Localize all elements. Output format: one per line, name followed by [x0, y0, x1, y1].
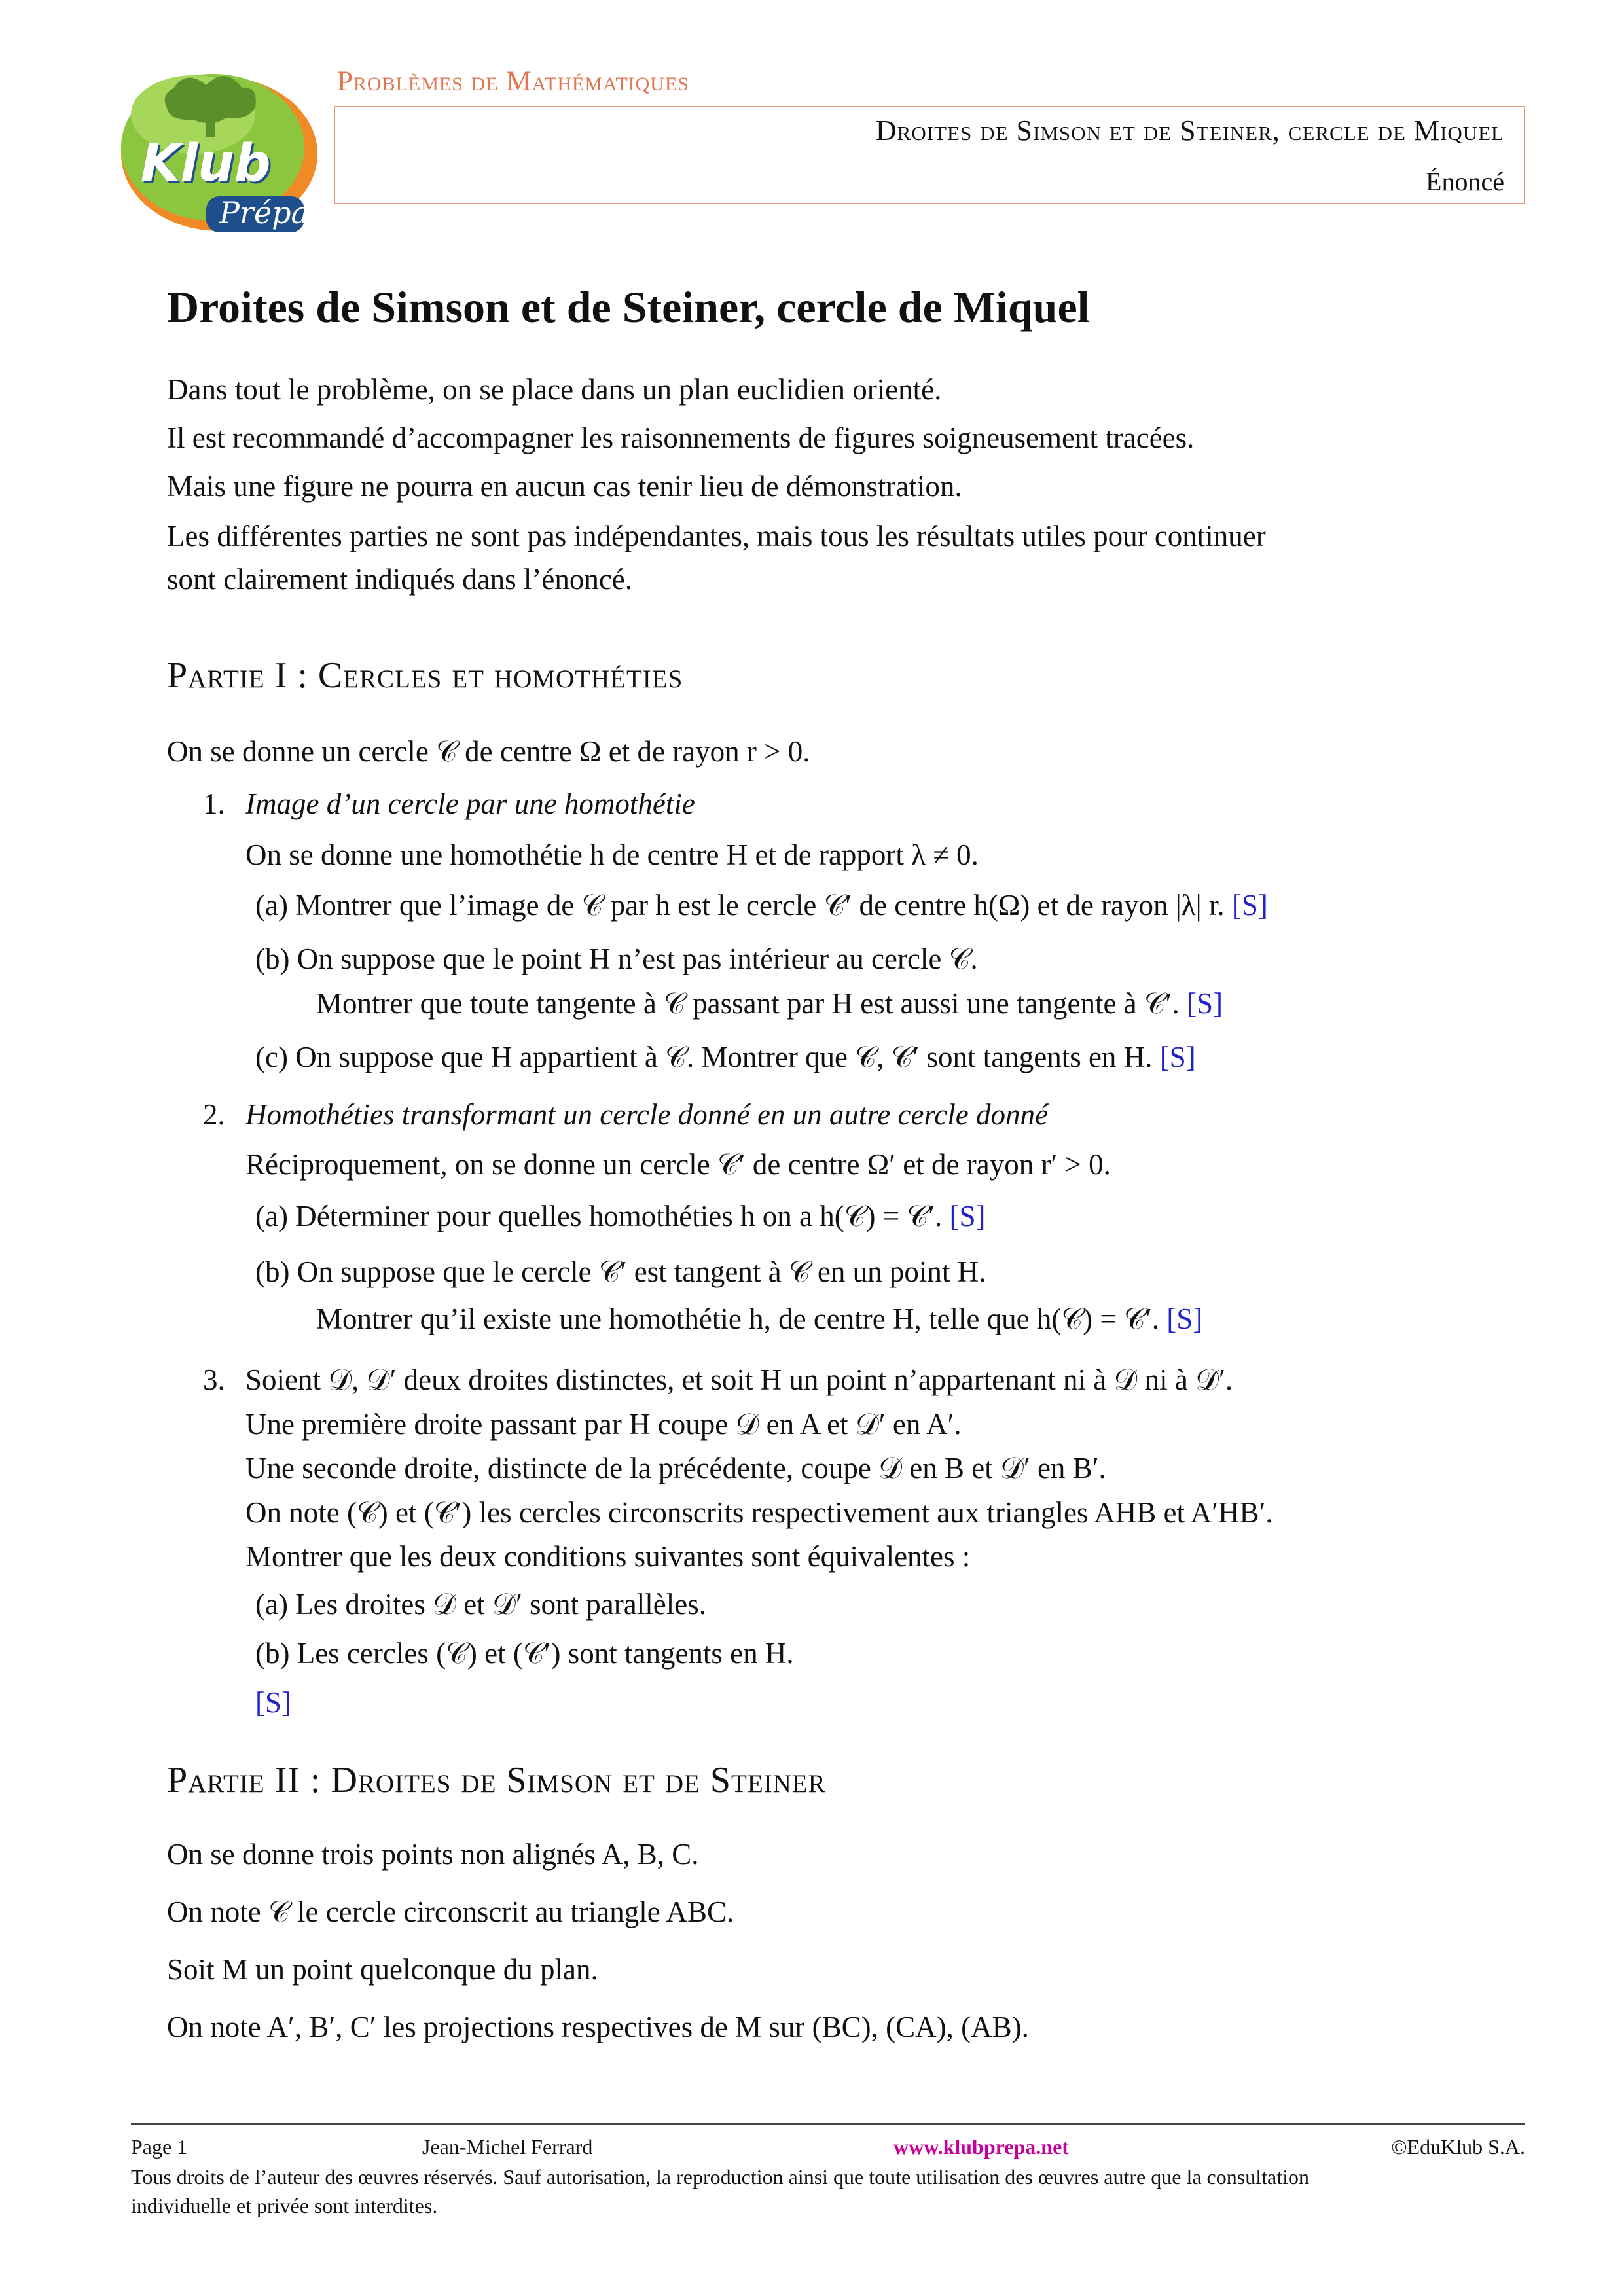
header-doc-type: Énoncé [1426, 167, 1504, 196]
page-title: Droites de Simson et de Steiner, cercle de Miquel [167, 282, 1090, 332]
part2-line-3: Soit M un point quelconque du plan. [167, 1953, 598, 1986]
q1-number: 1. [203, 787, 225, 820]
footer-author: Jean-Michel Ferrard [422, 2135, 593, 2159]
q2b-line-1: (b) On suppose que le cercle 𝒞′ est tangent à 𝒞 en un point H. [255, 1255, 986, 1288]
q1b-line-2: Montrer que toute tangente à 𝒞 passant par H est aussi une tangente à 𝒞′. [S] [316, 987, 1223, 1020]
intro-line-5: sont clairement indiqués dans l’énoncé. [167, 563, 633, 596]
footer-copyright: ©EduKlub S.A. [1391, 2135, 1525, 2159]
q1c-text: (c) On suppose que H appartient à 𝒞. Montrer que 𝒞, 𝒞′ sont tangents en H. [S] [255, 1041, 1196, 1073]
header-doc-title: Droites de Simson et de Steiner, cercle de Miquel [875, 115, 1504, 147]
q1b-solution-link[interactable]: [S] [1187, 987, 1223, 1020]
footer-rule [131, 2123, 1525, 2125]
footer-notice-1: Tous droits de l’auteur des œuvres réservés. Sauf autorisation, la reproduction ainsi que toute utilisation des œuvres autre que la consultation [131, 2165, 1309, 2189]
part2-line-1: On se donne trois points non alignés A, B, C. [167, 1838, 699, 1871]
part2-heading: Partie II : Droites de Simson et de Steiner [167, 1760, 826, 1801]
q1a-text: (a) Montrer que l’image de 𝒞 par h est le cercle 𝒞′ de centre h(Ω) et de rayon |λ| r. [S] [255, 889, 1268, 922]
q2-lead: Réciproquement, on se donne un cercle 𝒞′ de centre Ω′ et de rayon r′ > 0. [245, 1148, 1111, 1181]
q2b-solution-link[interactable]: [S] [1166, 1302, 1203, 1335]
q1b-line-1: (b) On suppose que le point H n’est pas intérieur au cercle 𝒞. [255, 942, 978, 975]
footer-notice-2: individuelle et privée sont interdites. [131, 2194, 438, 2217]
q2-number: 2. [203, 1098, 225, 1131]
q1-lead: On se donne une homothétie h de centre H et de rapport λ ≠ 0. [245, 838, 979, 871]
footer-site-link[interactable]: www.klubprepa.net [893, 2135, 1069, 2159]
q3a-text: (a) Les droites 𝒟 et 𝒟′ sont parallèles. [255, 1588, 706, 1621]
q2-title: Homothéties transformant un cercle donné en un autre cercle donné [245, 1098, 1048, 1131]
q3-line-5: Montrer que les deux conditions suivantes sont équivalentes : [245, 1540, 971, 1573]
footer-page: Page 1 [131, 2135, 188, 2159]
logo-text-klub: Klub [141, 134, 271, 193]
q1-title: Image d’un cercle par une homothétie [245, 787, 695, 820]
intro-line-1: Dans tout le problème, on se place dans un plan euclidien orienté. [167, 373, 942, 406]
q1c-solution-link[interactable]: [S] [1159, 1041, 1196, 1073]
logo-text-prepa: Prépa [219, 195, 310, 230]
q3-line-2: Une première droite passant par H coupe 𝒟 en A et 𝒟′ en A′. [245, 1408, 962, 1441]
q2a-solution-link[interactable]: [S] [949, 1200, 986, 1232]
klubprepa-logo [115, 56, 317, 232]
intro-line-4: Les différentes parties ne sont pas indépendantes, mais tous les résultats utiles pour continuer [167, 520, 1266, 552]
part2-line-2: On note 𝒞 le cercle circonscrit au triangle ABC. [167, 1895, 734, 1928]
q3b-text: (b) Les cercles (𝒞) et (𝒞′) sont tangents en H. [255, 1637, 794, 1670]
q2a-text: (a) Déterminer pour quelles homothéties h on a h(𝒞) = 𝒞′. [S] [255, 1200, 986, 1232]
header-box [334, 106, 1525, 204]
q1a-solution-link[interactable]: [S] [1231, 889, 1268, 922]
part2-line-4: On note A′, B′, C′ les projections respectives de M sur (BC), (CA), (AB). [167, 2011, 1029, 2043]
part1-heading: Partie I : Cercles et homothéties [167, 655, 683, 696]
header-series: Problèmes de Mathématiques [337, 66, 689, 97]
q3-line-4: On note (𝒞) et (𝒞′) les cercles circonscrits respectivement aux triangles AHB et A′HB′. [245, 1496, 1273, 1529]
intro-line-2: Il est recommandé d’accompagner les raisonnements de figures soigneusement tracées. [167, 422, 1195, 454]
q3-number: 3. [203, 1363, 225, 1396]
q2b-line-2: Montrer qu’il existe une homothétie h, de centre H, telle que h(𝒞) = 𝒞′. [S] [316, 1302, 1203, 1335]
intro-line-3: Mais une figure ne pourra en aucun cas tenir lieu de démonstration. [167, 470, 962, 503]
q3-line-3: Une seconde droite, distincte de la précédente, coupe 𝒟 en B et 𝒟′ en B′. [245, 1452, 1106, 1484]
part1-lead: On se donne un cercle 𝒞 de centre Ω et de rayon r > 0. [167, 735, 810, 768]
q3-line-1: Soient 𝒟, 𝒟′ deux droites distinctes, et soit H un point n’appartenant ni à 𝒟 ni à 𝒟′. [245, 1363, 1233, 1396]
q3-solution-link[interactable]: [S] [255, 1686, 291, 1719]
